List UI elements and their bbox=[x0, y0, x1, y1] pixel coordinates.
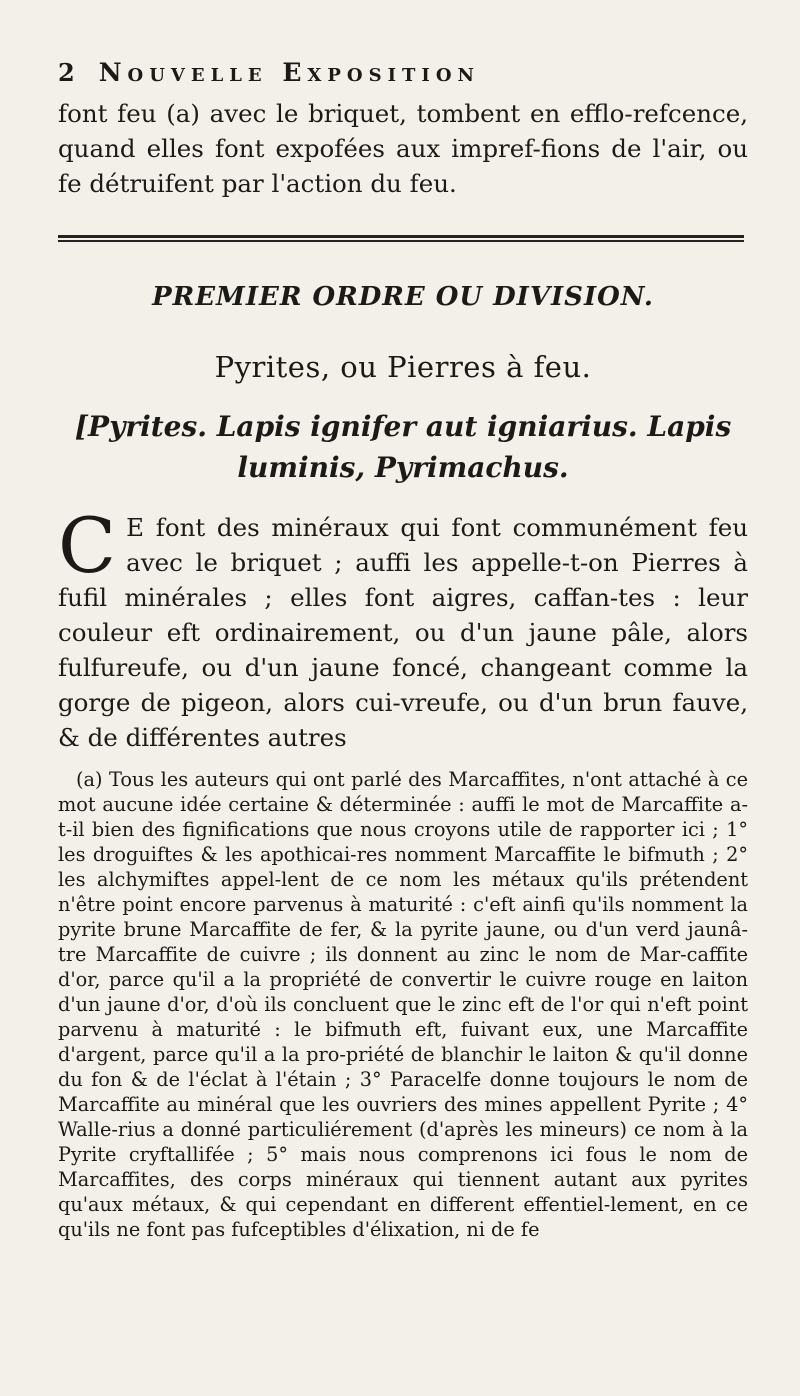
running-title: Nouvelle Exposition bbox=[98, 58, 480, 87]
body-paragraph bbox=[58, 501, 748, 755]
page-number: 2 bbox=[58, 58, 75, 87]
lead-text: font feu (a) avec le briquet, tombent en efflo-refcence, quand elles font expofées aux impref-fions de l'air, ou fe détruifent par l'action du feu. bbox=[58, 99, 748, 198]
drop-cap: C bbox=[58, 501, 117, 590]
continued-paragraph bbox=[58, 96, 748, 201]
footnote bbox=[58, 767, 748, 1242]
section-title: Pyrites, ou Pierres à feu. bbox=[214, 350, 592, 384]
footnote-text: (a) Tous les auteurs qui ont parlé des Marcaffites, n'ont attaché à ce mot aucune idée certaine & déterminée : auffi le mot de Marcaffite a-t-il bien des fignifications que nous croyons utile de rapporter ici ; 1° les droguiftes & les apothicai-res nomment Marcaffite le bifmuth ; 2° les alchymiftes appel-lent de ce nom les métaux qu'ils prétendent n'être point encore parvenus à maturité : c'eft ainfi qu'ils nomment la pyrite brune Marcaffite de fer, & la pyrite jaune, ou d'un verd jaunâ-tre Marcaffite de cuivre ; ils donnent au zinc le nom de Mar-caffite d'or, parce qu'il a la propriété de convertir le cuivre rouge en laiton d'un jaune d'or, d'où ils concluent que le zinc eft de l'or qui n'eft point parvenu à maturité : le bifmuth eft, fuivant eux, une Marcaffite d'argent, parce qu'il a la pro-priété de blanchir le laiton & qu'il donne du fon & de l'éclat à l'étain ; 3° Paracelfe donne toujours le nom de Marcaffite au minéral que les ouvriers des mines appellent Pyrite ; 4° Walle-rius a donné particuliérement (d'après les mineurs) ce nom à la Pyrite cryftallifée ; 5° mais nous comprenons ici fous le nom de Marcaffites, des corps minéraux qui tiennent autant aux pyrites qu'aux métaux, & qui cependant en different effentiel-lement, en ce qu'ils ne font pas fufceptibles d'élixation, ni de fe bbox=[58, 768, 748, 1241]
running-head bbox=[58, 58, 748, 94]
ornamental-rule bbox=[58, 235, 744, 242]
latin-names: [Pyrites. Lapis ignifer aut igniarius. Lapis luminis, Pyrimachus. bbox=[74, 410, 732, 484]
body-text: E font des minéraux qui font communément feu avec le briquet ; auffi les appelle-t-on Pierres à fufil minérales ; elles font aigres, caffan-tes : leur couleur eft ordinairement, ou d'un jaune pâle, alors fulfureufe, ou d'un jaune foncé, changeant comme la gorge de pigeon, alors cui-vreufe, ou d'un brun fauve, & de différentes autres bbox=[58, 513, 748, 752]
section-heading: PREMIER ORDRE OU DIVISION. bbox=[152, 282, 654, 312]
book-page bbox=[58, 58, 748, 1242]
